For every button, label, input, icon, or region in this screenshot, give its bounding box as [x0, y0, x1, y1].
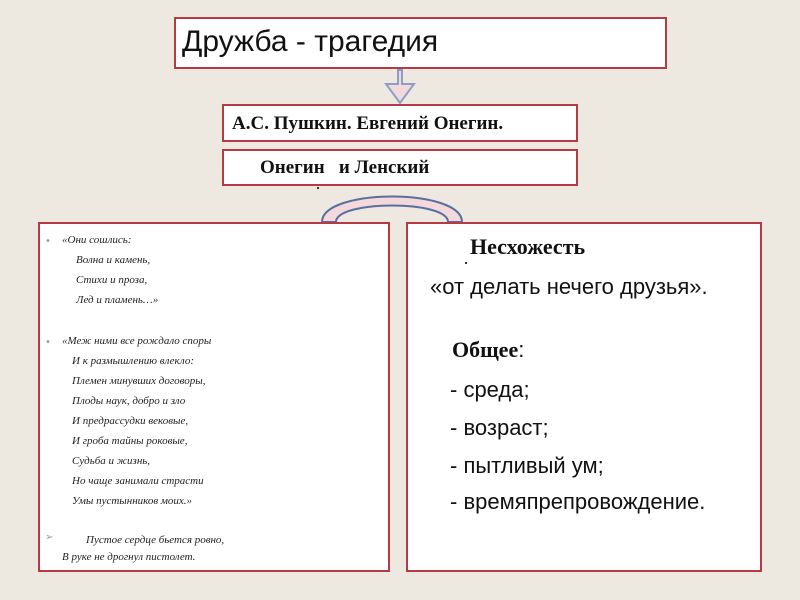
quote-line: Лед и пламень…» [76, 294, 159, 306]
arrow-bullet-icon: ➢ [45, 532, 54, 543]
quote-line: Племен минувших договоры, [72, 375, 206, 387]
quote-line: Судьба и жизнь, [72, 455, 151, 467]
quote-line: Плоды наук, добро и зло [72, 395, 186, 407]
quote-line: Умы пустынников моих.» [72, 495, 193, 507]
author-work-text: А.С. Пушкин. Евгений Онегин. [232, 113, 504, 134]
quotes-panel [38, 222, 390, 572]
quote-line: «Меж ними все рождало споры [62, 335, 212, 347]
common-colon: : [518, 337, 525, 362]
down-arrow-icon [386, 70, 414, 103]
common-heading-line [452, 337, 524, 363]
characters-box [222, 149, 578, 186]
bullet-icon: • [45, 236, 51, 247]
quote-line: Пустое сердце бьется ровно, [86, 534, 225, 546]
curved-connector-icon [322, 197, 462, 223]
quote-line: Стихи и проза, [76, 274, 148, 286]
quote-line: «Они сошлись: [62, 234, 132, 246]
common-item: - времяпрепровождение. [450, 489, 706, 514]
dot-mark [465, 262, 467, 264]
common-heading: Общее [452, 337, 519, 362]
comparison-panel [406, 222, 762, 572]
title-text: Дружба - трагедия [182, 25, 439, 58]
characters-text: Онегин и Ленский [260, 157, 430, 178]
bullet-icon: • [45, 337, 51, 348]
author-work-box [222, 104, 578, 142]
quote-line: Волна и камень, [76, 254, 151, 266]
common-item: - пытливый ум; [450, 453, 604, 478]
title-box [174, 17, 667, 69]
common-item: - среда; [450, 377, 530, 402]
difference-heading: Несхожесть [470, 234, 586, 259]
quote-line: И к размышлению влекло: [72, 355, 194, 367]
quote-line: И предрассудки вековые, [72, 415, 189, 427]
quote-line: В руке не дрогнул пистолет. [62, 551, 196, 563]
quote-line: Но чаще занимали страсти [72, 475, 204, 487]
difference-text: «от делать нечего друзья». [430, 274, 708, 299]
quote-line: И гроба тайны роковые, [72, 435, 188, 447]
common-item: - возраст; [450, 415, 549, 440]
dot-mark [317, 187, 319, 189]
